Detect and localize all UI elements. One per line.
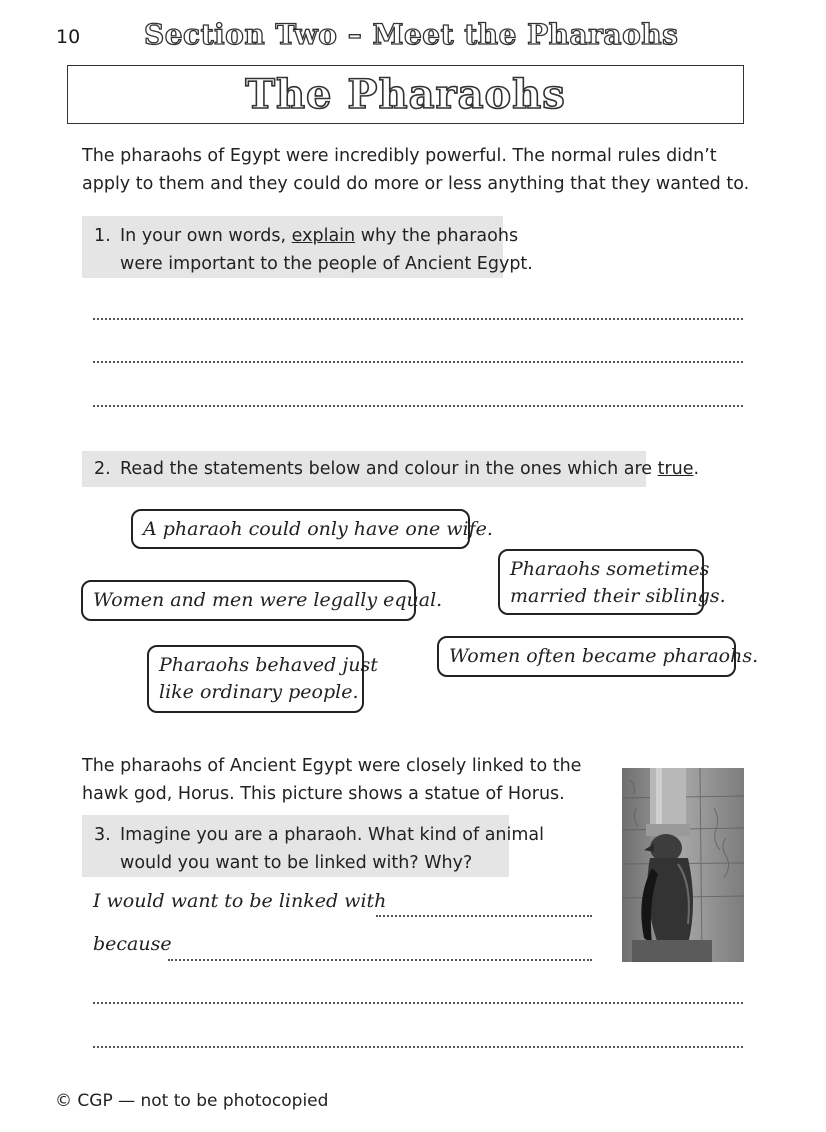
question-2-keyword: true bbox=[657, 459, 694, 479]
statement-4-line-1: Pharaohs behaved just bbox=[159, 654, 378, 676]
question-3-box bbox=[82, 815, 544, 877]
answer-line-1[interactable] bbox=[93, 318, 743, 320]
question-1-box bbox=[82, 216, 533, 278]
statement-4-line-2: like ordinary people. bbox=[159, 681, 359, 703]
answer-prompt-linked: I would want to be linked with bbox=[93, 890, 387, 912]
answer-prompt-because: because bbox=[93, 933, 172, 955]
intro-paragraph bbox=[82, 142, 749, 198]
answer-line-5[interactable] bbox=[93, 1046, 743, 1048]
statement-card-women-pharaohs[interactable] bbox=[437, 636, 759, 677]
question-1-text-after: why the pharaohs bbox=[355, 226, 519, 246]
question-1-number: 1. bbox=[94, 226, 111, 246]
answer-line-3[interactable] bbox=[93, 405, 743, 407]
horus-statue-photo bbox=[622, 768, 744, 962]
question-1-keyword: explain bbox=[291, 226, 356, 246]
question-1-line-1 bbox=[120, 222, 518, 250]
intro-line-1: The pharaohs of Egypt were incredibly powerful. The normal rules didn’t bbox=[82, 146, 717, 166]
question-3-line-2: would you want to be linked with? Why? bbox=[120, 853, 473, 873]
question-3-line-1: Imagine you are a pharaoh. What kind of animal bbox=[120, 825, 544, 845]
question-2-text-after: . bbox=[693, 459, 700, 479]
question-1-line-2: were important to the people of Ancient Egypt. bbox=[120, 254, 533, 274]
answer-line-because[interactable] bbox=[168, 959, 592, 961]
answer-line-2[interactable] bbox=[93, 361, 743, 363]
statement-card-ordinary-people[interactable] bbox=[147, 645, 378, 713]
statement-1-line-1: A pharaoh could only have one wife. bbox=[143, 518, 493, 540]
footer-copyright: © CGP — not to be photocopied bbox=[55, 1091, 329, 1111]
question-2-text-before: Read the statements below and colour in the ones which are bbox=[120, 459, 658, 479]
statement-card-legally-equal[interactable] bbox=[81, 580, 443, 621]
intro-line-2: apply to them and they could do more or less anything that they wanted to. bbox=[82, 174, 750, 194]
answer-line-4[interactable] bbox=[93, 1002, 743, 1004]
section-header: Section Two – Meet the Pharaohs bbox=[144, 18, 679, 51]
statement-3-line-1: Women and men were legally equal. bbox=[93, 589, 443, 611]
horus-line-2: hawk god, Horus. This picture shows a statue of Horus. bbox=[82, 784, 565, 804]
statement-5-line-1: Women often became pharaohs. bbox=[449, 645, 759, 667]
horus-paragraph bbox=[82, 752, 581, 808]
statement-2-line-2: married their siblings. bbox=[510, 585, 726, 607]
horus-statue-image bbox=[622, 768, 744, 962]
statement-card-siblings[interactable] bbox=[498, 549, 726, 615]
question-2-text bbox=[120, 455, 699, 483]
question-2-number: 2. bbox=[94, 459, 111, 479]
horus-line-1: The pharaohs of Ancient Egypt were closely linked to the bbox=[82, 756, 582, 776]
question-3-number: 3. bbox=[94, 825, 111, 845]
question-2-box bbox=[82, 451, 700, 487]
question-1-text-before: In your own words, bbox=[120, 226, 292, 246]
answer-line-animal[interactable] bbox=[376, 915, 592, 917]
statement-card-one-wife[interactable] bbox=[131, 509, 493, 549]
statement-2-line-1: Pharaohs sometimes bbox=[510, 558, 710, 580]
page-number: 10 bbox=[56, 26, 81, 48]
page-title: The Pharaohs bbox=[245, 71, 566, 118]
title-box bbox=[67, 65, 744, 124]
